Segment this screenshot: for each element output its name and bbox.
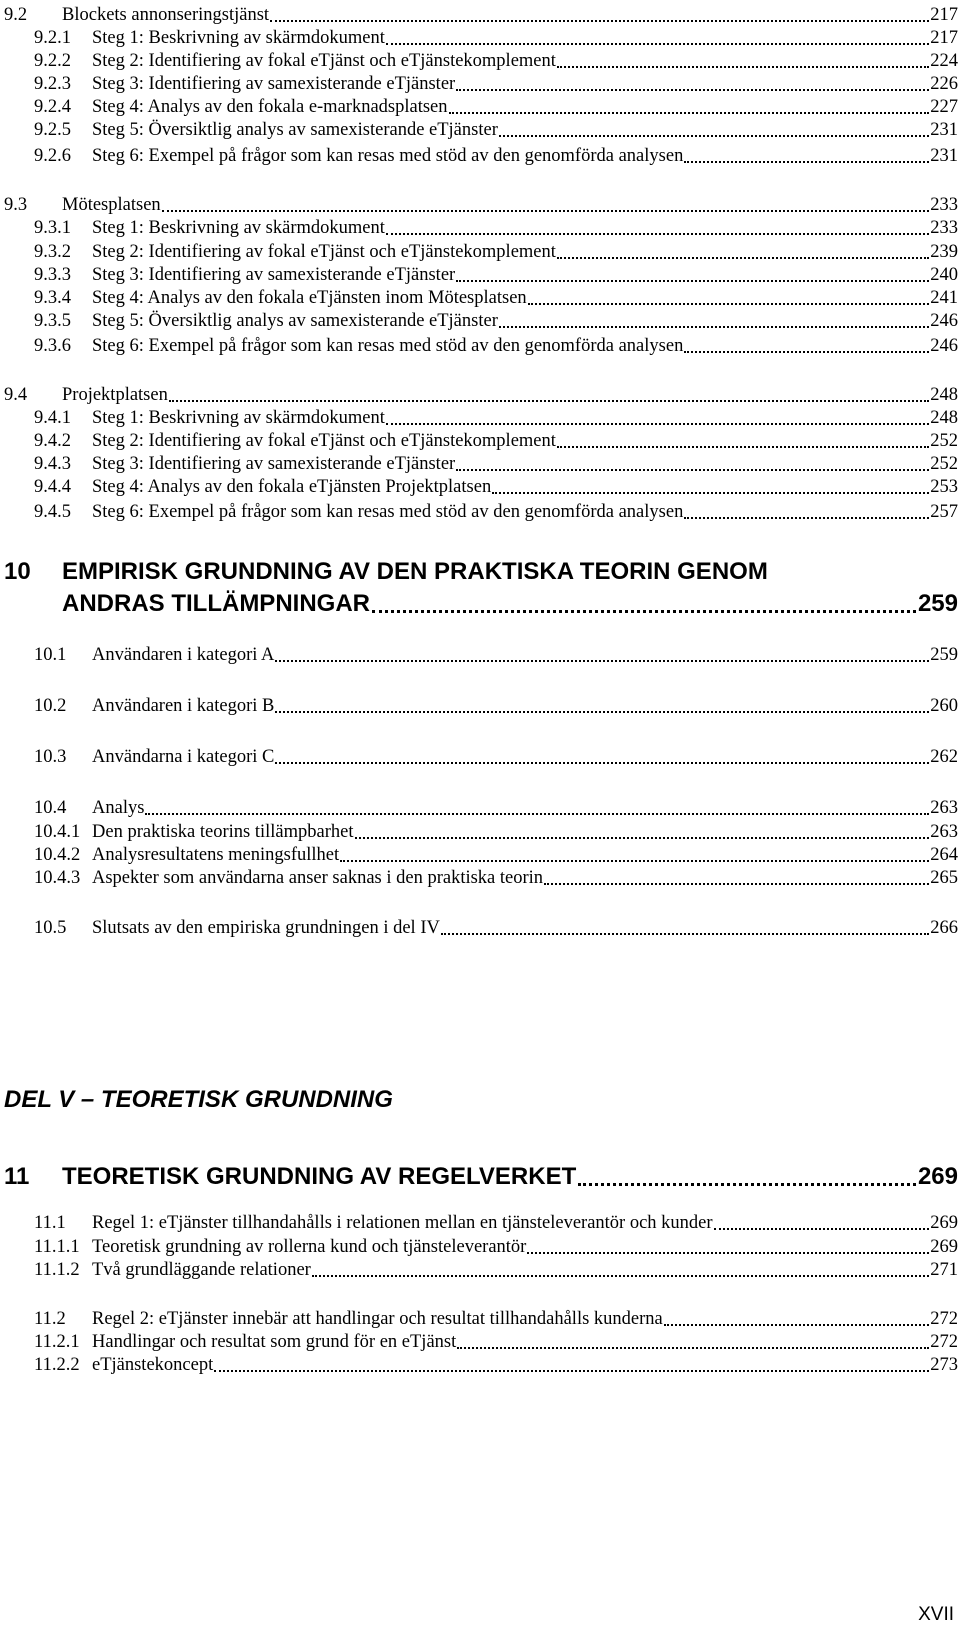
leader-dots xyxy=(457,1347,929,1349)
section-number: 11.2.1 xyxy=(34,1332,80,1352)
section-number: 10.4.3 xyxy=(34,868,81,888)
section-number: 9.3.1 xyxy=(34,218,71,238)
section-number: 9.3 xyxy=(4,195,28,215)
page-number: 246 xyxy=(930,336,958,356)
section-title: Blockets annonseringstjänst xyxy=(62,5,270,25)
page-number: 233 xyxy=(930,218,958,238)
chapter-number: 11 xyxy=(4,1163,30,1190)
section-number: 10.5 xyxy=(34,918,67,938)
page-number: 246 xyxy=(930,311,958,331)
leader-dots xyxy=(528,303,930,305)
page-number: 272 xyxy=(930,1332,958,1352)
leader-dots xyxy=(340,860,929,862)
page-number: 252 xyxy=(930,454,958,474)
toc-entry-9-3-5[interactable] xyxy=(4,306,958,332)
section-number: 11.1 xyxy=(34,1213,66,1233)
section-title: Steg 2: Identifiering av fokal eTjänst och eTjänstekomplement xyxy=(92,51,556,71)
leader-dots xyxy=(456,280,929,282)
section-number: 9.2.4 xyxy=(34,97,71,117)
section-number: 9.3.4 xyxy=(34,288,71,308)
section-number: 9.4.5 xyxy=(34,502,71,522)
section-number: 10.4.2 xyxy=(34,845,81,865)
section-title: Steg 5: Översiktlig analys av samexisterande eTjänster xyxy=(92,120,498,140)
leader-dots xyxy=(386,423,929,425)
leader-dots xyxy=(557,66,929,68)
leader-dots xyxy=(214,1370,929,1372)
leader-dots xyxy=(664,1324,930,1326)
section-number: 9.4.1 xyxy=(34,408,71,428)
leader-dots xyxy=(441,933,929,935)
toc-entry-9-3-1[interactable] xyxy=(4,213,958,239)
section-title: Den praktiska teorins tillämpbarhet xyxy=(92,822,354,842)
section-number: 11.2 xyxy=(34,1309,66,1329)
section-number: 11.2.2 xyxy=(34,1355,80,1375)
section-number: 9.3.2 xyxy=(34,242,71,262)
page-number: 262 xyxy=(930,747,958,767)
toc-entry-9-2-6[interactable] xyxy=(4,141,958,167)
leader-dots xyxy=(499,326,929,328)
page-number: 239 xyxy=(930,242,958,262)
chapter-title-row xyxy=(62,1162,958,1192)
leader-dots xyxy=(684,351,929,353)
chapter-title-line-1: EMPIRISK GRUNDNING AV DEN PRAKTISKA TEORIN GENOM xyxy=(62,558,768,585)
section-title: Mötesplatsen xyxy=(62,195,161,215)
page-number: 272 xyxy=(930,1309,958,1329)
toc-entry-11-2-2[interactable] xyxy=(4,1350,958,1376)
toc-entry-10-2[interactable] xyxy=(4,691,958,717)
section-title: Användaren i kategori B xyxy=(92,696,275,716)
section-number: 9.3.5 xyxy=(34,311,71,331)
leader-dots xyxy=(684,517,929,519)
page-number: 226 xyxy=(930,74,958,94)
page-number: 260 xyxy=(930,696,958,716)
section-title: eTjänstekoncept xyxy=(92,1355,214,1375)
section-title: Steg 3: Identifiering av samexisterande eTjänster xyxy=(92,265,456,285)
leader-dots xyxy=(578,1183,916,1186)
page-number: 271 xyxy=(930,1260,958,1280)
section-number: 11.1.1 xyxy=(34,1237,80,1257)
section-title: Steg 6: Exempel på frågor som kan resas med stöd av den genomförda analysen xyxy=(92,336,684,356)
section-title: Användarna i kategori C xyxy=(92,747,275,767)
leader-dots xyxy=(456,469,929,471)
section-number: 9.3.6 xyxy=(34,336,71,356)
section-number: 9.4.2 xyxy=(34,431,71,451)
section-title: Projektplatsen xyxy=(62,385,168,405)
page-number: 269 xyxy=(930,1213,958,1233)
toc-entry-9-4-4[interactable] xyxy=(4,472,958,498)
page-number: 240 xyxy=(930,265,958,285)
page-number: 248 xyxy=(930,385,958,405)
section-title: Steg 1: Beskrivning av skärmdokument xyxy=(92,408,385,428)
section-number: 10.3 xyxy=(34,747,67,767)
leader-dots xyxy=(557,257,929,259)
toc-chapter-10[interactable] xyxy=(4,557,958,621)
page-number: 263 xyxy=(930,822,958,842)
leader-dots xyxy=(492,492,929,494)
toc-entry-10-1[interactable] xyxy=(4,640,958,666)
section-title: Steg 4: Analys av den fokala e-marknadsplatsen xyxy=(92,97,448,117)
page-number: 259 xyxy=(930,645,958,665)
leader-dots xyxy=(275,660,929,662)
toc-chapter-11[interactable] xyxy=(4,1162,958,1194)
leader-dots xyxy=(145,813,929,815)
section-title: Steg 6: Exempel på frågor som kan resas med stöd av den genomförda analysen xyxy=(92,502,684,522)
section-title: Handlingar och resultat som grund för en eTjänst xyxy=(92,1332,457,1352)
section-number: 10.1 xyxy=(34,645,67,665)
section-title: Aspekter som användarna anser saknas i den praktiska teorin xyxy=(92,868,544,888)
section-title: Steg 3: Identifiering av samexisterande eTjänster xyxy=(92,74,456,94)
leader-dots xyxy=(270,20,929,22)
toc-entry-11-1-2[interactable] xyxy=(4,1255,958,1281)
toc-entry-9-2-5[interactable] xyxy=(4,115,958,141)
section-title: Steg 1: Beskrivning av skärmdokument xyxy=(92,218,385,238)
page-number: 248 xyxy=(930,408,958,428)
chapter-title-line-2: ANDRAS TILLÄMPNINGAR xyxy=(62,590,370,617)
leader-dots xyxy=(499,135,929,137)
leader-dots xyxy=(275,762,929,764)
section-title: Användaren i kategori A xyxy=(92,645,275,665)
section-number: 9.2.1 xyxy=(34,28,71,48)
leader-dots xyxy=(386,43,929,45)
leader-dots xyxy=(275,711,929,713)
section-number: 11.1.2 xyxy=(34,1260,80,1280)
toc-entry-10-4[interactable] xyxy=(4,793,958,819)
page-folio: XVII xyxy=(918,1604,954,1625)
leader-dots xyxy=(386,233,929,235)
leader-dots xyxy=(527,1252,929,1254)
leader-dots xyxy=(162,210,930,212)
chapter-number: 10 xyxy=(4,558,31,585)
section-number: 9.2.3 xyxy=(34,74,71,94)
leader-dots xyxy=(372,610,916,613)
page-number: 253 xyxy=(930,477,958,497)
section-title: Steg 3: Identifiering av samexisterande eTjänster xyxy=(92,454,456,474)
section-title: Steg 6: Exempel på frågor som kan resas med stöd av den genomförda analysen xyxy=(92,146,684,166)
section-title: Steg 4: Analys av den fokala eTjänsten Projektplatsen xyxy=(92,477,492,497)
section-title: Steg 1: Beskrivning av skärmdokument xyxy=(92,28,385,48)
section-title: Slutsats av den empiriska grundningen i del IV xyxy=(92,918,440,938)
leader-dots xyxy=(557,446,929,448)
section-number: 10.4 xyxy=(34,798,67,818)
section-number: 10.2 xyxy=(34,696,67,716)
section-title: Två grundläggande relationer xyxy=(92,1260,311,1280)
leader-dots xyxy=(449,112,930,114)
leader-dots xyxy=(312,1275,929,1277)
section-number: 9.2.5 xyxy=(34,120,71,140)
page-number: 233 xyxy=(930,195,958,215)
section-title: Steg 2: Identifiering av fokal eTjänst och eTjänstekomplement xyxy=(92,431,556,451)
section-title: Steg 5: Översiktlig analys av samexisterande eTjänster xyxy=(92,311,498,331)
page-number: 227 xyxy=(930,97,958,117)
section-number: 9.2.2 xyxy=(34,51,71,71)
section-number: 10.4.1 xyxy=(34,822,81,842)
page-number: 266 xyxy=(930,918,958,938)
section-number: 9.4.4 xyxy=(34,477,71,497)
section-title: Analys xyxy=(92,798,145,818)
section-number: 9.2 xyxy=(4,5,28,25)
toc-entry-9-3-6[interactable] xyxy=(4,331,958,357)
leader-dots xyxy=(456,89,929,91)
page-number: 217 xyxy=(930,28,958,48)
section-title: Teoretisk grundning av rollerna kund och tjänsteleverantör xyxy=(92,1237,527,1257)
page-number: 259 xyxy=(917,590,958,617)
page-number: 263 xyxy=(930,798,958,818)
page-number: 224 xyxy=(930,51,958,71)
section-number: 9.2.6 xyxy=(34,146,71,166)
section-number: 9.3.3 xyxy=(34,265,71,285)
toc-entry-11-1[interactable] xyxy=(4,1208,958,1234)
page-number: 241 xyxy=(930,288,958,308)
section-number: 9.4 xyxy=(4,385,28,405)
part-heading: DEL V – TEORETISK GRUNDNING xyxy=(4,1086,393,1113)
leader-dots xyxy=(169,400,929,402)
toc-entry-10-5[interactable] xyxy=(4,913,958,939)
page-number: 273 xyxy=(930,1355,958,1375)
toc-entry-10-3[interactable] xyxy=(4,742,958,768)
section-title: Regel 2: eTjänster innebär att handlingar och resultat tillhandahålls kunderna xyxy=(92,1309,663,1329)
leader-dots xyxy=(355,837,930,839)
page-number: 257 xyxy=(930,502,958,522)
section-number: 9.4.3 xyxy=(34,454,71,474)
page-number: 217 xyxy=(930,5,958,25)
section-title: Steg 2: Identifiering av fokal eTjänst och eTjänstekomplement xyxy=(92,242,556,262)
page-number: 264 xyxy=(930,845,958,865)
leader-dots xyxy=(684,161,929,163)
leader-dots xyxy=(544,883,929,885)
chapter-title: TEORETISK GRUNDNING AV REGELVERKET xyxy=(62,1163,577,1190)
page-number: 231 xyxy=(930,146,958,166)
leader-dots xyxy=(714,1228,930,1230)
page-number: 265 xyxy=(930,868,958,888)
chapter-title-line-2-row xyxy=(62,589,958,619)
toc-entry-10-4-3[interactable] xyxy=(4,863,958,889)
page-number: 269 xyxy=(930,1237,958,1257)
page-number: 231 xyxy=(930,120,958,140)
section-title: Steg 4: Analys av den fokala eTjänsten inom Mötesplatsen xyxy=(92,288,527,308)
section-title: Regel 1: eTjänster tillhandahålls i relationen mellan en tjänsteleverantör och kunder xyxy=(92,1213,713,1233)
section-title: Analysresultatens meningsfullhet xyxy=(92,845,340,865)
toc-entry-9-4-5[interactable] xyxy=(4,497,958,523)
page-number: 269 xyxy=(917,1163,958,1190)
page-number: 252 xyxy=(930,431,958,451)
